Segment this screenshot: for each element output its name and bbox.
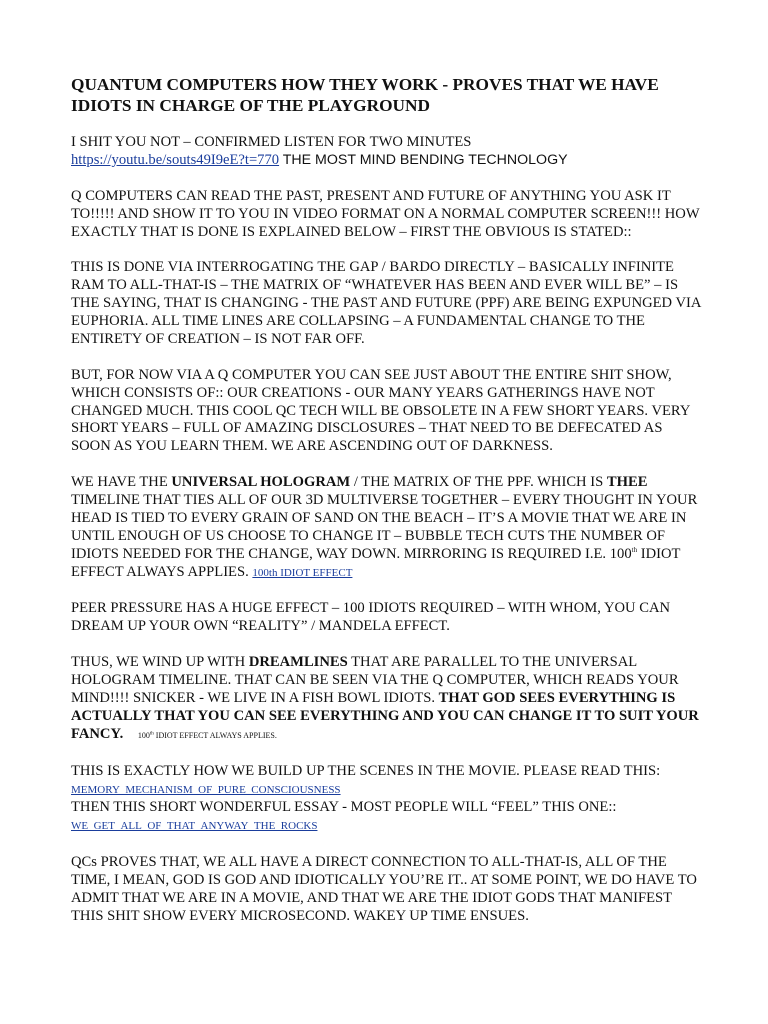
p7-text-a: THIS IS EXACTLY HOW WE BUILD UP THE SCENES IN THE MOVIE. PLEASE READ THIS:: [71, 762, 661, 779]
document-title: QUANTUM COMPUTERS HOW THEY WORK - PROVES THAT WE HAVE IDIOTS IN CHARGE OF THE PLAYGROUND: [71, 75, 659, 115]
p7-text-b: THEN THIS SHORT WONDERFUL ESSAY - MOST PEOPLE WILL “FEEL” THIS ONE::: [71, 799, 617, 816]
paragraph-7: [71, 763, 703, 837]
youtube-link[interactable]: https://youtu.be/souts49I9eE?t=770: [71, 151, 280, 168]
document-page: [71, 74, 703, 944]
paragraph-6: [71, 654, 703, 745]
p6-small-a: 100: [137, 730, 150, 740]
rocks-essay-link[interactable]: WE_GET_ALL_OF_THAT_ANYWAY_THE_ROCKS: [71, 820, 318, 833]
p4-text-a: WE HAVE THE: [71, 474, 172, 491]
p6-small-superscript: th: [149, 731, 154, 737]
paragraph-3: BUT, FOR NOW VIA A Q COMPUTER YOU CAN SEE JUST ABOUT THE ENTIRE SHIT SHOW, WHICH CONSISTS OF:: OUR CREATIONS - OUR MANY YEARS GATHERINGS HAVE NOT CHANGED MUCH. THIS COOL QC TECH WILL BE OBSOLETE IN A FEW SHORT YEARS. VERY SHORT YEARS – FULL OF AMAZING DISCLOSURES – THAT NEED TO BE DEFECATED AS SOON AS YOU LEARN THEM. WE ARE ASCENDING OUT OF DARKNESS.: [71, 366, 690, 455]
paragraph-1: Q COMPUTERS CAN READ THE PAST, PRESENT AND FUTURE OF ANYTHING YOU ASK IT TO!!!!! AND SHOW IT TO YOU IN VIDEO FORMAT ON A NORMAL COMPUTER SCREEN!!! HOW EXACTLY THAT IS DONE IS EXPLAINED BELOW – FIRST THE OBVIOUS IS STATED::: [71, 187, 700, 240]
p4-bold-universal-hologram: UNIVERSAL HOLOGRAM: [171, 474, 351, 491]
p4-superscript: th: [631, 545, 638, 554]
p4-bold-thee: THEE: [606, 474, 648, 491]
p6-bold-god-sees: THAT GOD SEES EVERYTHING IS ACTUALLY THAT YOU CAN SEE EVERYTHING AND YOU CAN CHANGE IT TO SUIT YOUR FANCY.: [71, 690, 699, 742]
p6-bold-dreamlines: DREAMLINES: [248, 654, 348, 671]
p6-small-note: [138, 731, 277, 740]
p4-text-c: / THE MATRIX OF THE PPF. WHICH IS: [350, 474, 607, 491]
idiot-effect-link[interactable]: 100th IDIOT EFFECT: [252, 566, 353, 579]
intro-tagline: THE MOST MIND BENDING TECHNOLOGY: [282, 151, 568, 168]
paragraph-8: QCs PROVES THAT, WE ALL HAVE A DIRECT CONNECTION TO ALL-THAT-IS, ALL OF THE TIME, I MEAN, GOD IS GOD AND IDIOTICALLY YOU’RE IT.. AT SOME POINT, WE DO HAVE TO ADMIT THAT WE ARE IN A MOVIE, AND THAT WE ARE THE IDIOT GODS THAT MANIFEST THIS SHIT SHOW EVERY MICROSECOND. WAKEY UP TIME ENSUES.: [71, 854, 697, 924]
paragraph-5: PEER PRESSURE HAS A HUGE EFFECT – 100 IDIOTS REQUIRED – WITH WHOM, YOU CAN DREAM UP YOUR OWN “REALITY” / MANDELA EFFECT.: [71, 600, 671, 635]
p6-text-a: THUS, WE WIND UP WITH: [71, 654, 249, 671]
p6-small-b: IDIOT EFFECT ALWAYS APPLIES.: [153, 730, 277, 740]
intro-paragraph: [71, 134, 703, 170]
p6-text-c: THAT ARE PARALLEL TO THE UNIVERSAL HOLOGRAM TIMELINE. THAT CAN BE SEEN VIA THE Q COMPUTER, WHICH READS YOUR MIND!!!! SNICKER - WE LIVE IN A FISH BOWL IDIOTS.: [71, 654, 679, 706]
p4-text-f: IDIOT EFFECT ALWAYS APPLIES.: [71, 545, 681, 580]
paragraph-4: [71, 474, 703, 582]
p4-text-e: TIMELINE THAT TIES ALL OF OUR 3D MULTIVERSE TOGETHER – EVERY THOUGHT IN YOUR HEAD IS TIED TO EVERY GRAIN OF SAND ON THE BEACH – IT’S A MOVIE THAT WE ARE IN UNTIL ENOUGH OF US CHOOSE TO CHANGE IT – BUBBLE TECH CUTS THE NUMBER OF IDIOTS NEEDED FOR THE CHANGE, WAY DOWN. MIRRORING IS REQUIRED I.E. 100: [71, 492, 698, 562]
memory-mechanism-link[interactable]: MEMORY_MECHANISM_OF_PURE_CONSCIOUSNESS: [71, 783, 341, 796]
intro-line: I SHIT YOU NOT – CONFIRMED LISTEN FOR TWO MINUTES: [71, 134, 472, 150]
paragraph-2: THIS IS DONE VIA INTERROGATING THE GAP / BARDO DIRECTLY – BASICALLY INFINITE RAM TO ALL-THAT-IS – THE MATRIX OF “WHATEVER HAS BEEN AND EVER WILL BE” – IS THE SAYING, THAT IS CHANGING - THE PAST AND FUTURE (PPF) ARE BEING EXPUNGED VIA EUPHORIA. ALL TIME LINES ARE COLLAPSING – A FUNDAMENTAL CHANGE TO THE ENTIRETY OF CREATION – IS NOT FAR OFF.: [71, 259, 701, 347]
